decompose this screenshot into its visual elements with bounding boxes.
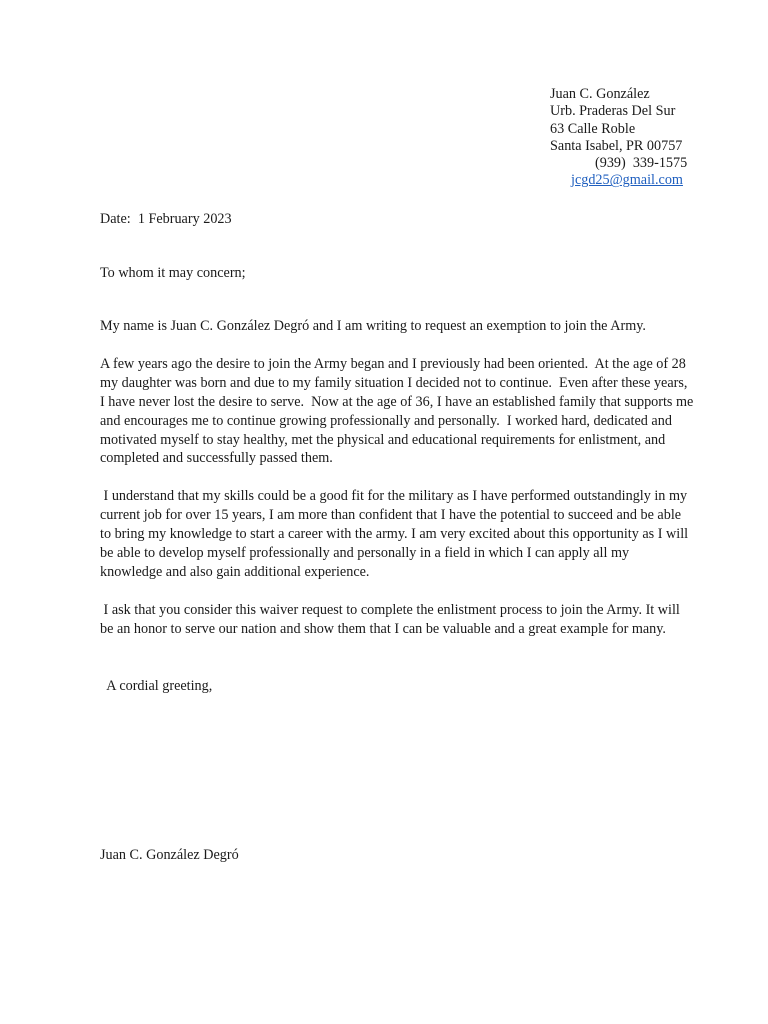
sender-email-link[interactable]: jcgd25@gmail.com [571, 172, 683, 189]
sender-name: Juan C. González [550, 86, 650, 102]
sender-address-line2: 63 Calle Roble [550, 120, 636, 137]
body-paragraph-background: A few years ago the desire to join the Army began and I previously had been oriented. At the age of 28 my daughter was born and due to my family situation I decided not to continue. Even after these years, I have never lost the desire to serve. Now at the age of 36, I have an established family that supports me and encourages me to continue growing professionally and personally. I worked hard, dedicated and motivated myself to stay healthy, met the physical and educational requirements for enlistment, and completed and successfully passed them. [100, 355, 697, 467]
letter-date: Date: 1 February 2023 [100, 211, 232, 227]
letter-closing: A cordial greeting, [100, 678, 213, 694]
sender-address-block [550, 86, 710, 190]
body-paragraph-skills: I understand that my skills could be a good fit for the military as I have performed outstandingly in my current job for over 15 years, I am more than confident that I have the potential to succeed and be able to bring my knowledge to start a career with the army. I am very excited about this opportunity as I will be able to develop myself professionally and personally in a field in which I can apply all my knowledge and also gain additional experience. [100, 488, 692, 580]
body-paragraph-request: I ask that you consider this waiver request to complete the enlistment process to join the Army. It will be an honor to serve our nation and show them that I can be valuable and a great example for many. [100, 601, 684, 637]
letter-signature-name: Juan C. González Degró [100, 847, 239, 863]
body-paragraph-intro: My name is Juan C. González Degró and I am writing to request an exemption to join the Army. [100, 318, 646, 334]
letter-body [100, 317, 697, 658]
sender-address-line1: Urb. Praderas Del Sur [550, 103, 676, 120]
letter-salutation: To whom it may concern; [100, 265, 246, 281]
sender-city-line: Santa Isabel, PR 00757 [550, 137, 683, 154]
sender-phone: (939) 339-1575 [595, 155, 688, 172]
